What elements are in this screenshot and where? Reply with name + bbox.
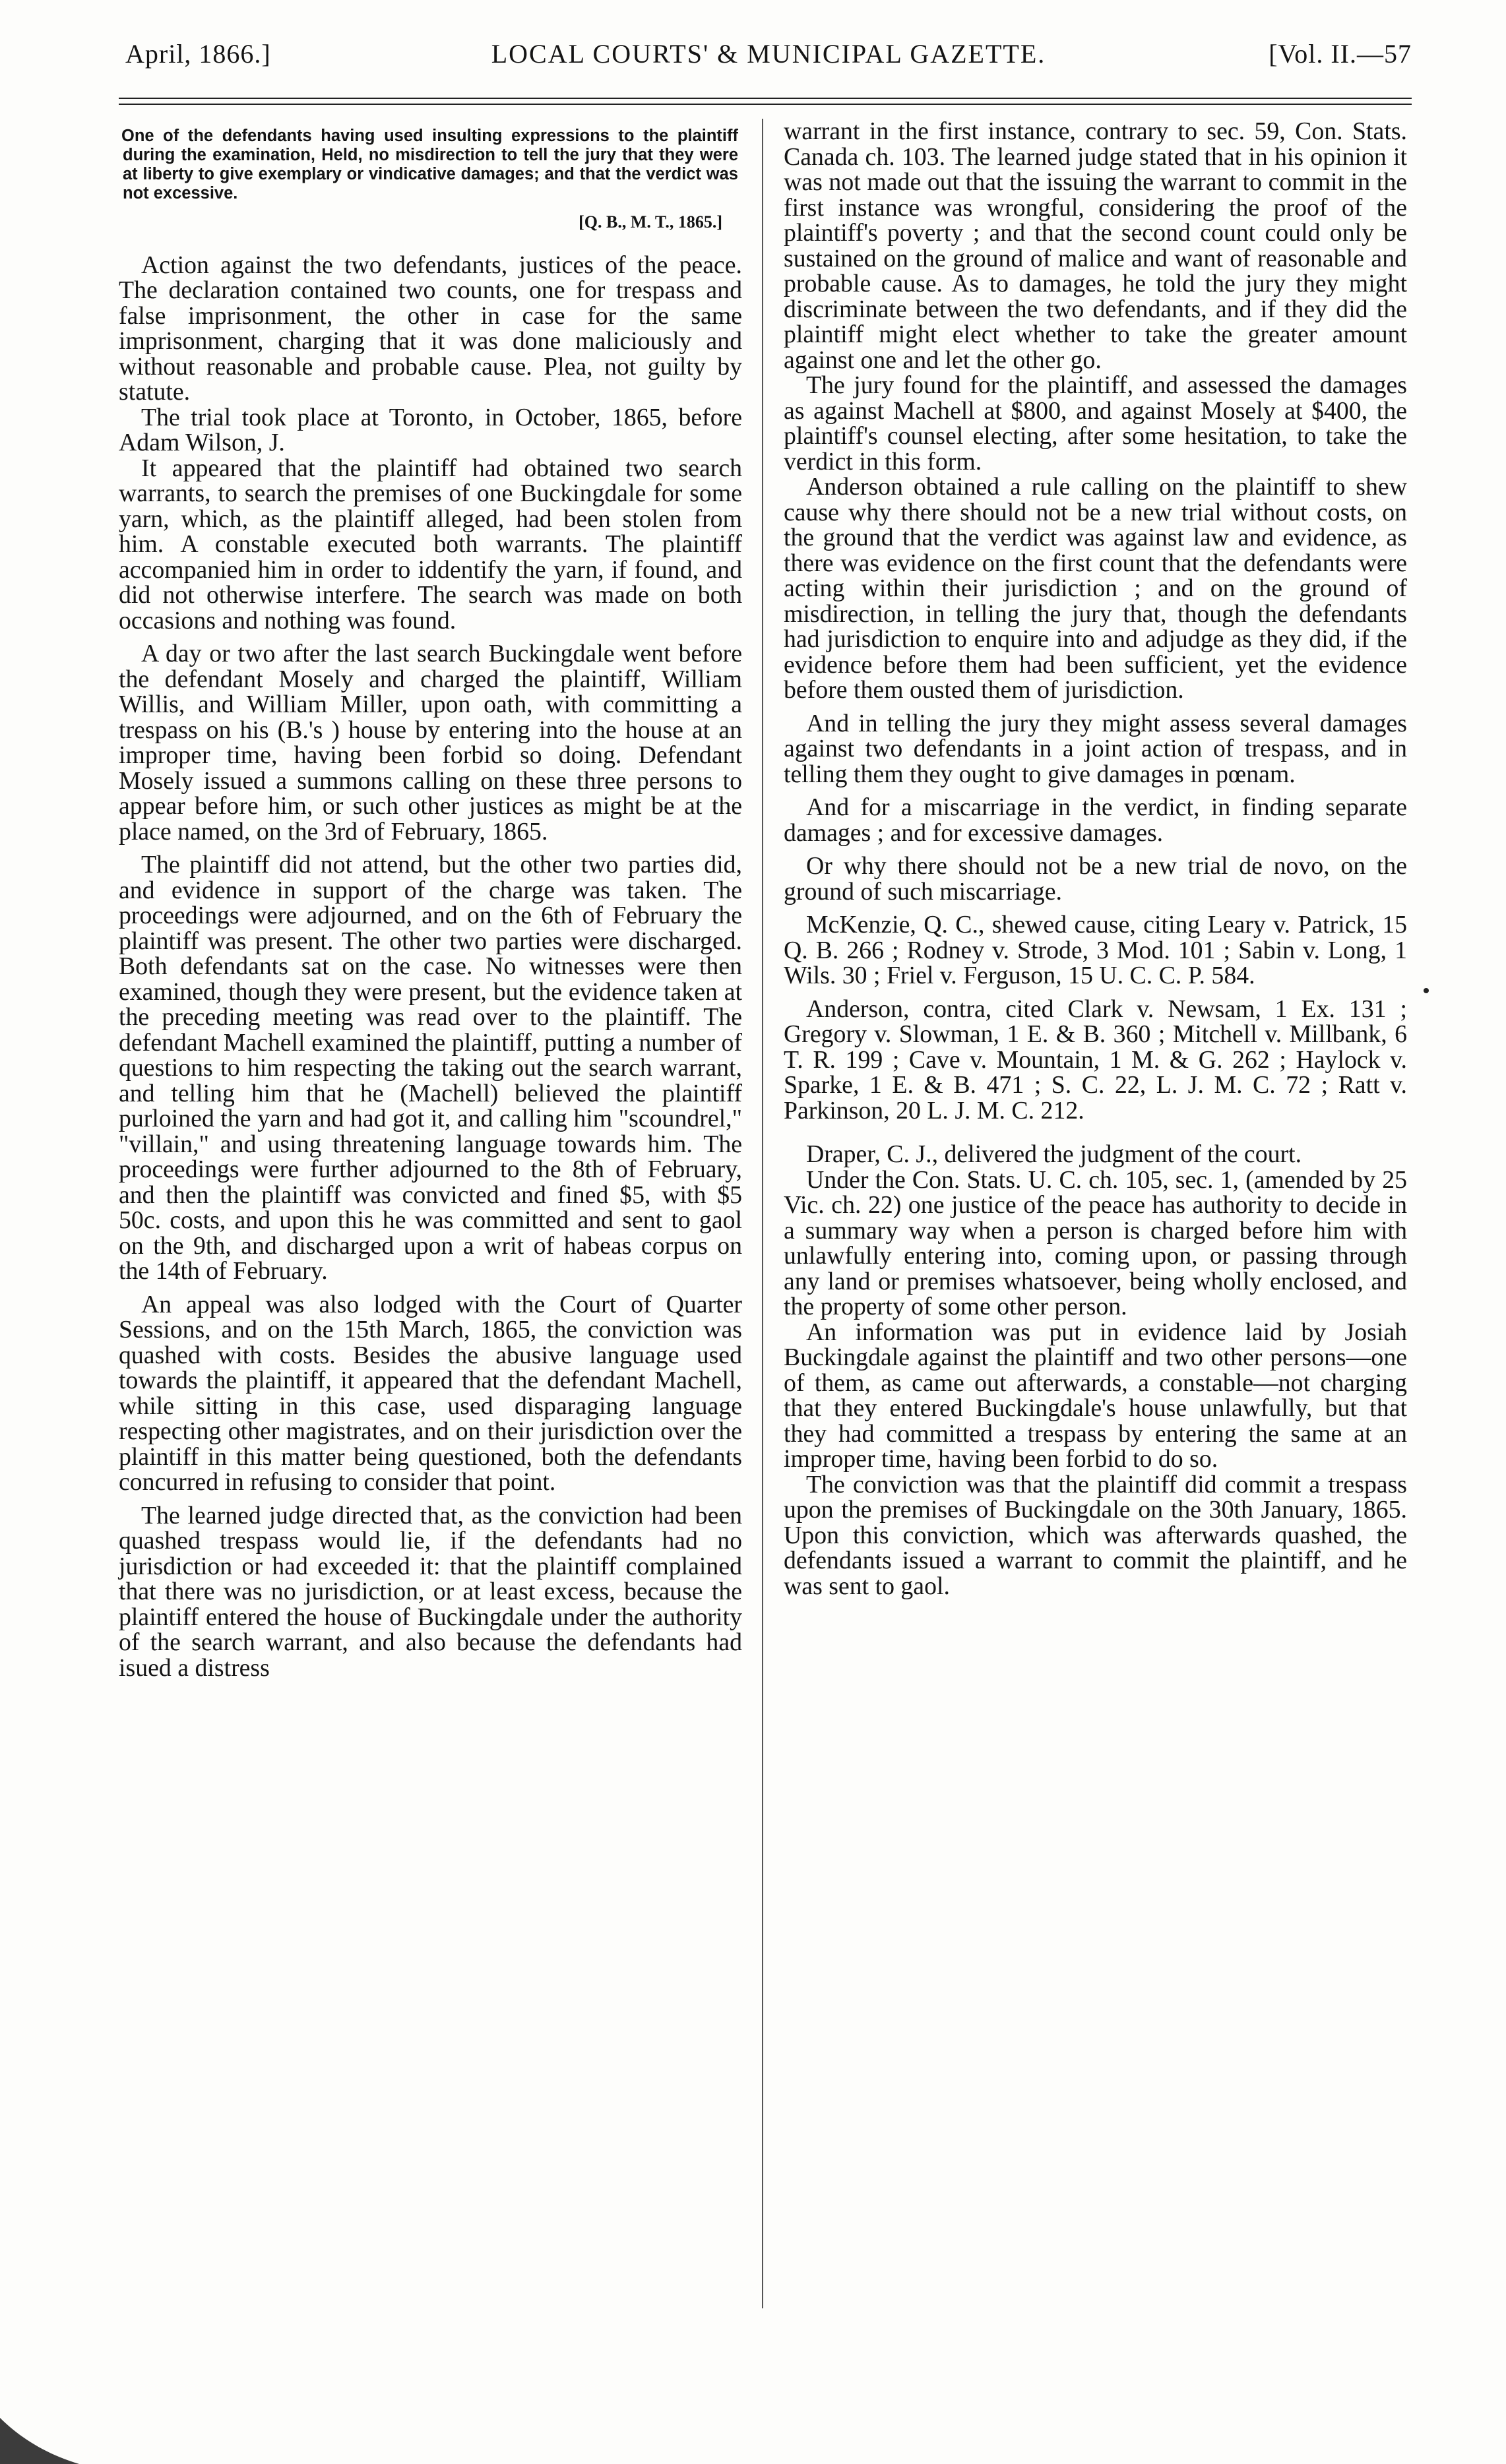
- scan-corner-shadow: [0, 2378, 79, 2464]
- right-column: [784, 119, 1407, 1599]
- headnote: One of the defendants having used insulting expressions to the plaintiff during the examination, Held, no misdirection to tell the jury that they were at liberty to give exemplary or vindicative damages; and that the verdict was not excessive.: [121, 127, 738, 202]
- paragraph: The learned judge directed that, as the conviction had been quashed trespass would lie, if the defendants had no jurisdiction or had exceeded it: that the plaintiff complained that there was no jurisdiction, or at least excess, because the plaintiff entered the house of Buckingdale under the authority of the search warrant, and also because the defendants had isued a distress: [119, 1501, 742, 1682]
- header-volume-page: [Vol. II.—57: [1269, 39, 1412, 69]
- header-date: April, 1866.]: [125, 39, 271, 69]
- paragraph: The trial took place at Toronto, in October, 1865, before Adam Wilson, J.: [119, 403, 742, 456]
- left-column: [119, 119, 742, 1680]
- paragraph: Anderson, contra, cited Clark v. Newsam, 1 Ex. 131 ; Gregory v. Slowman, 1 E. & B. 360 ; Mitchell v. Millbank, 6 T. R. 199 ; Cave v. Mountain, 1 M. & G. 262 ; Haylock v. Sparke, 1 E. & B. 471 ; S. C. 22, L. J. M. C. 72 ; Ratt v. Parkinson, 20 L. J. M. C. 212.: [784, 995, 1407, 1124]
- paragraph: The plaintiff did not attend, but the other two parties did, and evidence in support of the charge was taken. The proceedings were adjourned, and on the 6th of February the plaintiff was present. The other two parties were discharged. Both defendants sat on the case. No witnesses were then examined, though they were present, but the evidence taken at the preceding meeting was read over to the plaintiff. The defendant Machell examined the plaintiff, putting a number of questions to him respecting the taking out the search warrant, and telling him that he (Machell) believed the plaintiff purloined the yarn and had got it, and calling him "scoundrel," "villain," and using threatening language towards him. The proceedings were further adjourned to the 8th of February, and then the plaintiff was convicted and fined $5, with $5 50c. costs, and upon this he was committed and sent to gaol on the 9th, and discharged upon a writ of habeas corpus on the 14th of February.: [119, 851, 742, 1285]
- paragraph: The jury found for the plaintiff, and assessed the damages as against Machell at $800, and against Mosely at $400, the plaintiff's counsel electing, after some hesitation, to take the verdict in this form.: [784, 371, 1407, 476]
- column-divider: [762, 119, 763, 2308]
- header-double-rule: [119, 98, 1412, 105]
- paragraph: It appeared that the plaintiff had obtained two search warrants, to search the premises of one Buckingdale for some yarn, which, as the plaintiff alleged, had been stolen from him. A constable executed both warrants. The plaintiff accompanied him in order to iddentify the yarn, if found, and did not otherwise interfere. The search was made on both occasions and nothing was found.: [119, 454, 742, 634]
- case-citation: [Q. B., M. T., 1865.]: [579, 212, 722, 231]
- paragraph: Action against the two defendants, justices of the peace. The declaration contained two counts, one for trespass and false imprisonment, the other in case for the same imprisonment, charging that it was done maliciously and without reasonable and probable cause. Plea, not guilty by statute.: [119, 251, 742, 406]
- judgment-opening: Draper, C. J., delivered the judgment of the court.: [806, 1140, 1302, 1168]
- paragraph: warrant in the first instance, contrary to sec. 59, Con. Stats. Canada ch. 103. The learned judge stated that in his opinion it was not made out that the issuing the warrant to commit in the first instance was wrongful, considering the proof of the plaintiff's poverty ; and that the second count could only be sustained on the ground of malice and want of reasonable and probable cause. As to damages, he told the jury they might discriminate between the two defendants, and if they did the plaintiff might elect whether to take the greater amount against one and let the other go.: [784, 117, 1407, 374]
- paragraph: A day or two after the last search Buckingdale went before the defendant Mosely and charged the plaintiff, William Willis, and William Miller, upon oath, with committing a trespass on his (B.'s ) house by entering into the house at an improper time, having been forbid so doing. Defendant Mosely issued a summons calling on these three persons to appear before him, or such other justices as might be at the place named, on the 3rd of February, 1865.: [119, 640, 742, 846]
- paragraph: And for a miscarriage in the verdict, in finding separate damages ; and for excessive damages.: [784, 793, 1407, 847]
- running-header: [125, 38, 1412, 84]
- paragraph: Or why there should not be a new trial de novo, on the ground of such miscarriage.: [784, 852, 1407, 906]
- paragraph: Under the Con. Stats. U. C. ch. 105, sec. 1, (amended by 25 Vic. ch. 22) one justice of the peace has authority to decide in a summary way when a person is charged before him with unlawfully entering into, coming upon, or passing through any land or premises whatsoever, being wholly enclosed, and the property of some other person.: [784, 1165, 1407, 1320]
- paragraph: McKenzie, Q. C., shewed cause, citing Leary v. Patrick, 15 Q. B. 266 ; Rodney v. Strode, 3 Mod. 101 ; Sabin v. Long, 1 Wils. 30 ; Friel v. Ferguson, 15 U. C. C. P. 584.: [784, 911, 1407, 989]
- paragraph: And in telling the jury they might assess several damages against two defendants in a joint action of trespass, and in telling them they ought to give damages in pœnam.: [784, 709, 1407, 788]
- margin-speck: [1424, 988, 1429, 993]
- section-spacer: [784, 1123, 1407, 1142]
- paragraph: The conviction was that the plaintiff did commit a trespass upon the premises of Buckingdale on the 30th January, 1865. Upon this conviction, which was afterwards quashed, the defendants issued a warrant to commit the plaintiff, and he was sent to gaol.: [784, 1470, 1407, 1600]
- paragraph: An information was put in evidence laid by Josiah Buckingdale against the plaintiff and two other persons—one of them, as came out afterwards, a constable—not charging that they entered Buckingdale's house unlawfully, but that they had committed a trespass by entering the same at an improper time, having been forbid to do so.: [784, 1318, 1407, 1473]
- paragraph: An appeal was also lodged with the Court of Quarter Sessions, and on the 15th March, 1865, the conviction was quashed with costs. Besides the abusive language used towards the plaintiff, it appeared that the defendant Machell, while sitting in this case, used disparaging language respecting other magistrates, and on their jurisdiction over the plaintiff in this matter being questioned, both the defendants concurred in refusing to consider that point.: [119, 1290, 742, 1496]
- header-title: LOCAL COURTS' & MUNICIPAL GAZETTE.: [491, 39, 1046, 69]
- paragraph: Anderson obtained a rule calling on the plaintiff to shew cause why there should not be a new trial without costs, on the ground that the verdict was against law and evidence, as there was evidence on the first count that the defendants were acting within their jurisdiction ; and on the ground of misdirection, in telling the jury that, though the defendants had jurisdiction to enquire into and adjudge as they did, if the evidence before them had been sufficient, yet the evidence before them ousted them of jurisdiction.: [784, 473, 1407, 704]
